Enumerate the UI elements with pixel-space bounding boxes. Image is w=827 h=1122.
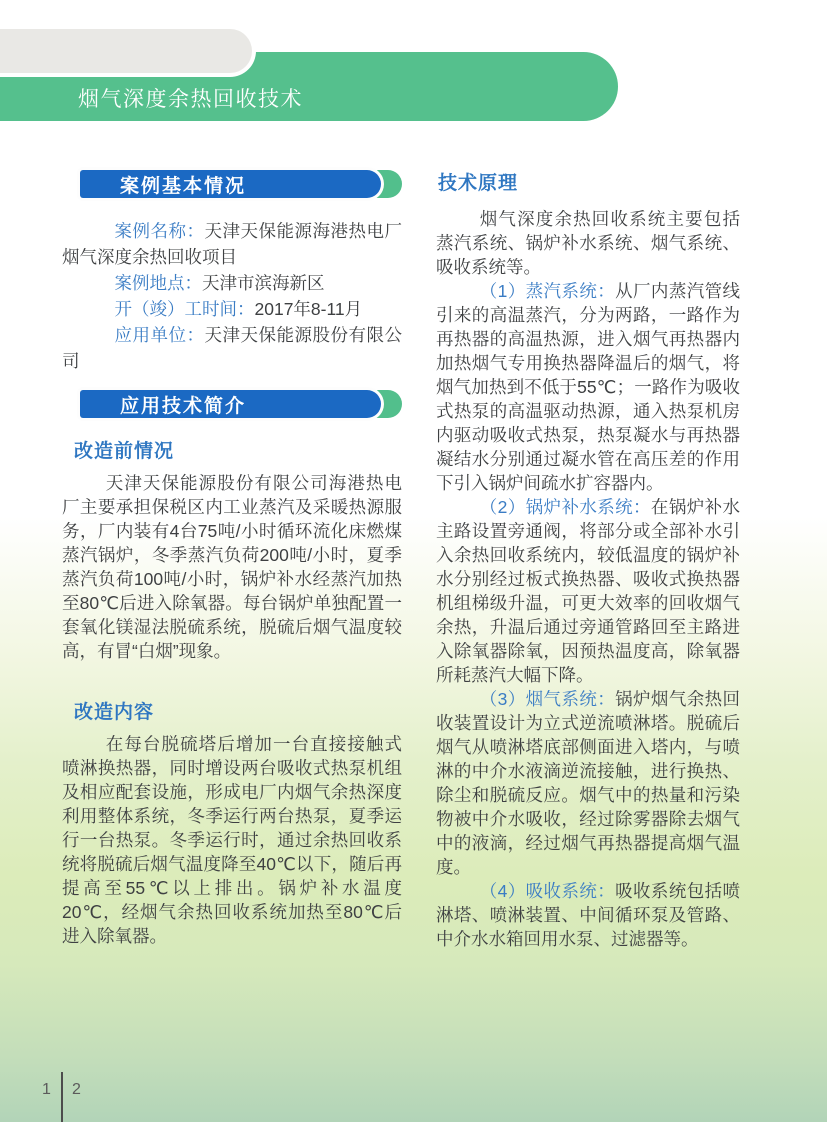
case-info-date-label: 开（竣）工时间： xyxy=(114,299,255,319)
case-info-name-value: 天津天保能源海港热电厂烟气深度余热回收项目 xyxy=(62,221,402,267)
case-info-list xyxy=(62,218,402,374)
para-steam-system-body: 从厂内蒸汽管线引来的高温蒸汽，分为两路，一路作为再热器的高温热源，进入烟气再热器内加热烟气专用换热器降温后的烟气，将烟气加热到不低于55℃；一路作为吸收式热泵的高温驱动热源，通入热泵机房内驱动吸收式热泵，热泵凝水与再热器凝结水分别通过凝水管在高压差的作用下引入锅炉间疏水扩容器内。 xyxy=(436,281,741,493)
header-gray-tab xyxy=(0,29,252,73)
page-number-left: 1 xyxy=(42,1081,51,1098)
para-absorption-system-body: 吸收系统包括喷淋塔、喷淋装置、中间循环泵及管路、中介水水箱回用水泵、过滤器等。 xyxy=(436,881,741,949)
heading-tech-principle: 技术原理 xyxy=(438,173,519,194)
heading-before-retrofit: 改造前情况 xyxy=(74,441,175,462)
para-steam-system-label: （1）蒸汽系统： xyxy=(479,281,616,301)
para-flue-gas-system xyxy=(436,687,740,879)
case-info-company-label: 应用单位： xyxy=(114,325,205,345)
case-info-name-label: 案例名称： xyxy=(114,221,205,241)
right-column xyxy=(436,168,740,951)
case-info-location xyxy=(62,270,402,296)
case-info-location-label: 案例地点： xyxy=(114,273,202,293)
page-number-divider xyxy=(61,1072,63,1122)
case-info-location-value: 天津市滨海新区 xyxy=(202,273,325,293)
case-info-company xyxy=(62,322,402,374)
case-info-date xyxy=(62,296,402,322)
heading-retrofit-content: 改造内容 xyxy=(74,702,155,723)
para-boiler-makeup-water-system xyxy=(436,495,740,687)
para-boiler-makeup-water-system-body: 在锅炉补水主路设置旁通阀，将部分或全部补水引入余热回收系统内，较低温度的锅炉补水分别经过板式换热器、吸收式换热器机组梯级升温，可更大效率的回收烟气余热，升温后通过旁通管路回至主路进入除氧器除氧，因预热温度高，除氧器所耗蒸汽大幅下降。 xyxy=(436,497,740,685)
para-absorption-system-label: （4）吸收系统： xyxy=(479,881,616,901)
page-number-right: 2 xyxy=(72,1081,81,1098)
banner-blue-pill xyxy=(80,390,381,418)
para-steam-system xyxy=(436,279,740,495)
para-before-retrofit: 天津天保能源股份有限公司海港热电厂主要承担保税区内工业蒸汽及采暖热源服务，厂内装有4台75吨/小时循环流化床燃煤蒸汽锅炉，冬季蒸汽负荷200吨/小时，夏季蒸汽负荷100吨/小时，锅炉补水经蒸汽加热至80℃后进入除氧器。每台锅炉单独配置一套氧化镁湿法脱硫系统，脱硫后烟气温度较高，有冒“白烟”现象。 xyxy=(62,473,402,661)
case-info-date-value: 2017年8-11月 xyxy=(254,299,363,319)
para-retrofit-content: 在每台脱硫塔后增加一台直接接触式喷淋换热器，同时增设两台吸收式热泵机组及相应配套设施，形成电厂内烟气余热深度利用整体系统，冬季运行两台热泵，夏季运行一台热泵。冬季运行时，通过余热回收系统将脱硫后烟气温度降至40℃以下，随后再提高至55℃以上排出。锅炉补水温度20℃，经烟气余热回收系统加热至80℃后进入除氧器。 xyxy=(62,734,402,946)
case-info-name xyxy=(62,218,402,270)
section-banner-case xyxy=(80,170,402,198)
para-flue-gas-system-label: （3）烟气系统： xyxy=(479,689,616,709)
section-banner-tech xyxy=(80,390,402,418)
page-title: 烟气深度余热回收技术 xyxy=(78,88,303,111)
left-column xyxy=(62,170,402,948)
para-flue-gas-system-body: 锅炉烟气余热回收装置设计为立式逆流喷淋塔。脱硫后烟气从喷淋塔底部侧面进入塔内，与喷淋的中介水液滴逆流接触，进行换热、除尘和脱硫反应。烟气中的热量和污染物被中介水吸收，经过除雾器除去烟气中的液滴，经过烟气再热器提高烟气温度。 xyxy=(436,689,741,877)
banner-blue-pill xyxy=(80,170,381,198)
section-banner-case-label: 案例基本情况 xyxy=(120,175,247,197)
para-boiler-makeup-water-system-label: （2）锅炉补水系统： xyxy=(479,497,651,517)
case-info-company-value: 天津天保能源股份有限公司 xyxy=(62,325,402,371)
section-banner-tech-label: 应用技术简介 xyxy=(120,395,247,417)
para-tech-intro: 烟气深度余热回收系统主要包括蒸汽系统、锅炉补水系统、烟气系统、吸收系统等。 xyxy=(436,209,740,277)
para-absorption-system xyxy=(436,879,740,951)
